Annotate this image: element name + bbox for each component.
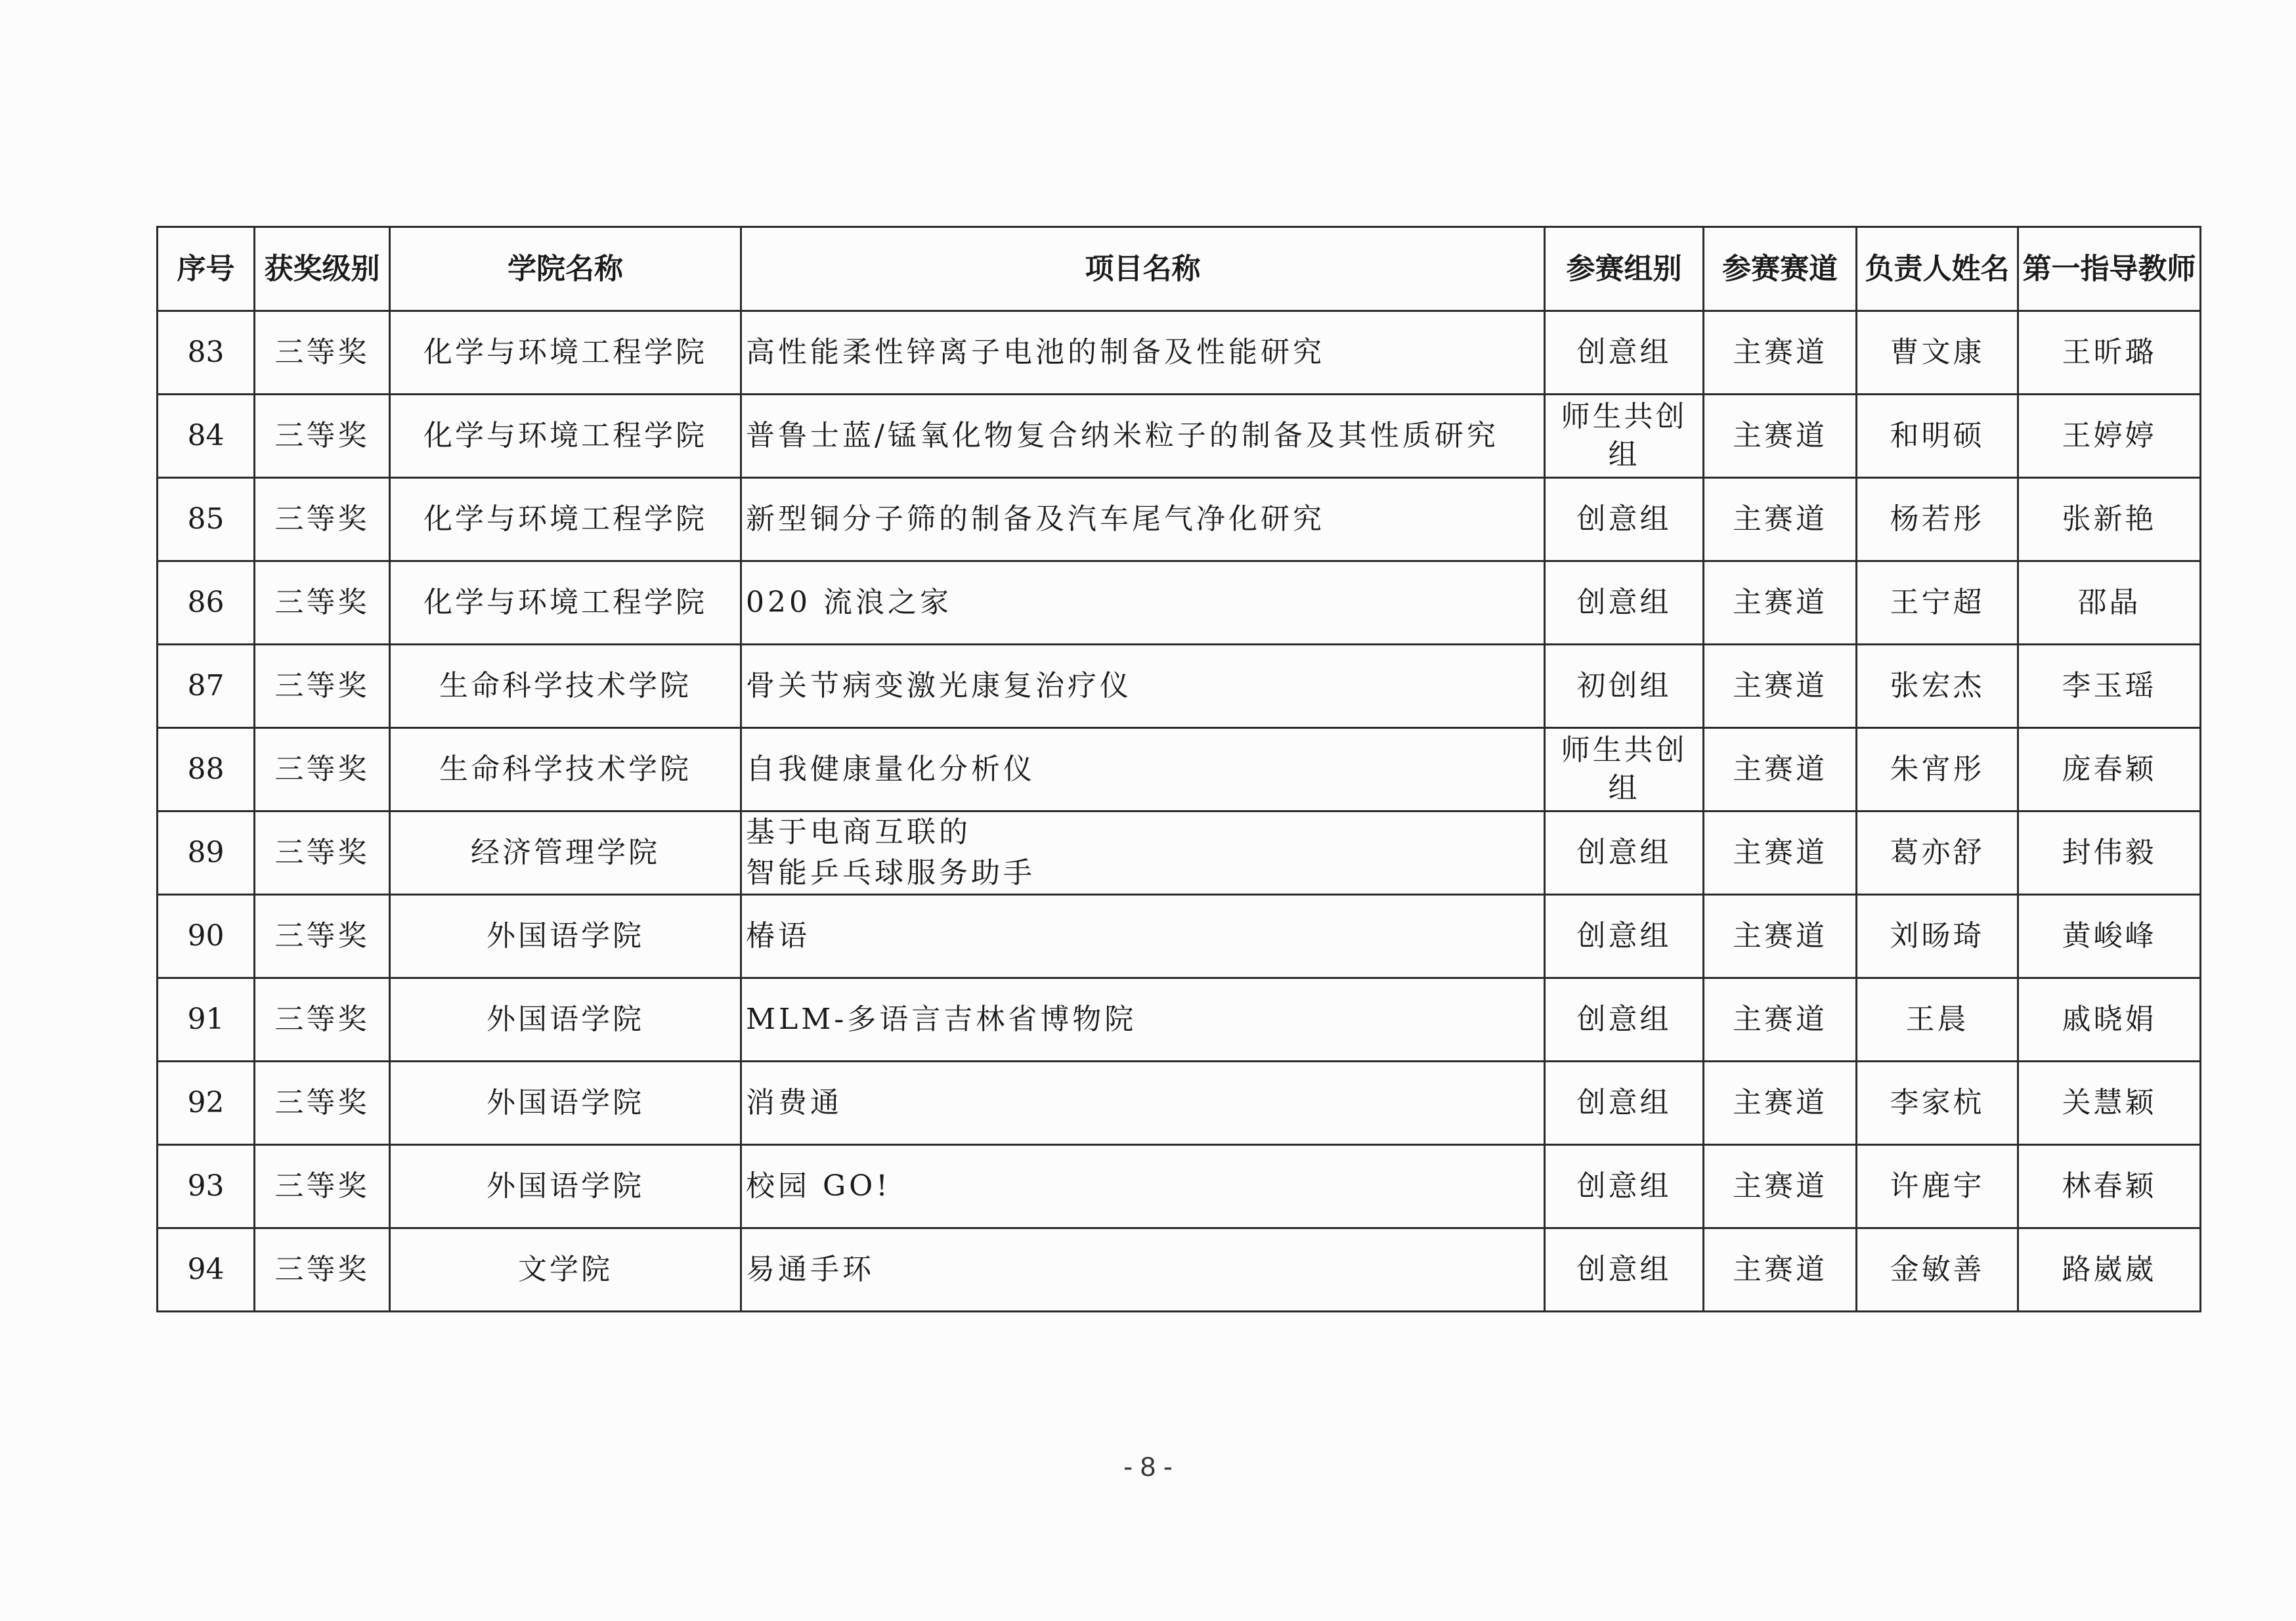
cell-project: 椿语 bbox=[741, 895, 1545, 978]
cell-advisor: 路崴崴 bbox=[2018, 1228, 2201, 1312]
cell-group: 创意组 bbox=[1545, 811, 1704, 895]
cell-no: 84 bbox=[158, 395, 255, 478]
cell-advisor: 王昕璐 bbox=[2018, 311, 2201, 395]
cell-project: 020 流浪之家 bbox=[741, 561, 1545, 645]
cell-track: 主赛道 bbox=[1704, 311, 1857, 395]
cell-track: 主赛道 bbox=[1704, 395, 1857, 478]
cell-project: MLM-多语言吉林省博物院 bbox=[741, 978, 1545, 1062]
table-row bbox=[158, 1062, 2201, 1145]
table-row bbox=[158, 561, 2201, 645]
cell-group: 创意组 bbox=[1545, 1228, 1704, 1312]
cell-level: 三等奖 bbox=[255, 895, 390, 978]
cell-advisor: 戚晓娟 bbox=[2018, 978, 2201, 1062]
cell-level: 三等奖 bbox=[255, 311, 390, 395]
cell-college: 生命科学技术学院 bbox=[390, 645, 741, 728]
cell-advisor: 邵晶 bbox=[2018, 561, 2201, 645]
header-cell-group: 参赛组别 bbox=[1545, 227, 1704, 311]
header-cell-project: 项目名称 bbox=[741, 227, 1545, 311]
table-row bbox=[158, 645, 2201, 728]
cell-level: 三等奖 bbox=[255, 395, 390, 478]
cell-track: 主赛道 bbox=[1704, 561, 1857, 645]
cell-track: 主赛道 bbox=[1704, 1062, 1857, 1145]
cell-leader: 朱宵彤 bbox=[1857, 728, 2018, 811]
cell-project: 新型铜分子筛的制备及汽车尾气净化研究 bbox=[741, 478, 1545, 561]
cell-advisor: 王婷婷 bbox=[2018, 395, 2201, 478]
cell-college: 外国语学院 bbox=[390, 1062, 741, 1145]
cell-project: 普鲁士蓝/锰氧化物复合纳米粒子的制备及其性质研究 bbox=[741, 395, 1545, 478]
cell-track: 主赛道 bbox=[1704, 811, 1857, 895]
cell-track: 主赛道 bbox=[1704, 478, 1857, 561]
header-cell-advisor: 第一指导教师 bbox=[2018, 227, 2201, 311]
cell-track: 主赛道 bbox=[1704, 645, 1857, 728]
cell-leader: 刘旸琦 bbox=[1857, 895, 2018, 978]
cell-track: 主赛道 bbox=[1704, 895, 1857, 978]
table-row bbox=[158, 978, 2201, 1062]
cell-advisor: 关慧颖 bbox=[2018, 1062, 2201, 1145]
cell-group: 初创组 bbox=[1545, 645, 1704, 728]
cell-no: 85 bbox=[158, 478, 255, 561]
header-cell-college: 学院名称 bbox=[390, 227, 741, 311]
cell-level: 三等奖 bbox=[255, 1145, 390, 1228]
cell-no: 83 bbox=[158, 311, 255, 395]
table-header-row bbox=[158, 227, 2201, 311]
cell-project: 自我健康量化分析仪 bbox=[741, 728, 1545, 811]
cell-track: 主赛道 bbox=[1704, 728, 1857, 811]
cell-level: 三等奖 bbox=[255, 1228, 390, 1312]
cell-no: 93 bbox=[158, 1145, 255, 1228]
cell-track: 主赛道 bbox=[1704, 1228, 1857, 1312]
cell-project: 骨关节病变激光康复治疗仪 bbox=[741, 645, 1545, 728]
table-body bbox=[158, 311, 2201, 1312]
cell-group: 创意组 bbox=[1545, 311, 1704, 395]
table-row bbox=[158, 895, 2201, 978]
cell-group: 创意组 bbox=[1545, 561, 1704, 645]
cell-college: 化学与环境工程学院 bbox=[390, 395, 741, 478]
cell-no: 92 bbox=[158, 1062, 255, 1145]
table-row bbox=[158, 1228, 2201, 1312]
table-row bbox=[158, 1145, 2201, 1228]
table-row bbox=[158, 728, 2201, 811]
cell-group: 创意组 bbox=[1545, 1145, 1704, 1228]
cell-level: 三等奖 bbox=[255, 645, 390, 728]
cell-no: 87 bbox=[158, 645, 255, 728]
cell-project: 校园 GO! bbox=[741, 1145, 1545, 1228]
cell-advisor: 张新艳 bbox=[2018, 478, 2201, 561]
table-row bbox=[158, 311, 2201, 395]
cell-no: 94 bbox=[158, 1228, 255, 1312]
cell-leader: 杨若彤 bbox=[1857, 478, 2018, 561]
cell-leader: 王宁超 bbox=[1857, 561, 2018, 645]
cell-college: 外国语学院 bbox=[390, 895, 741, 978]
cell-leader: 李家杭 bbox=[1857, 1062, 2018, 1145]
cell-group: 师生共创组 bbox=[1545, 395, 1704, 478]
header-cell-level: 获奖级别 bbox=[255, 227, 390, 311]
cell-level: 三等奖 bbox=[255, 978, 390, 1062]
table-row bbox=[158, 395, 2201, 478]
cell-group: 创意组 bbox=[1545, 478, 1704, 561]
cell-level: 三等奖 bbox=[255, 811, 390, 895]
cell-group: 创意组 bbox=[1545, 978, 1704, 1062]
cell-no: 86 bbox=[158, 561, 255, 645]
cell-level: 三等奖 bbox=[255, 478, 390, 561]
table-row bbox=[158, 811, 2201, 895]
cell-level: 三等奖 bbox=[255, 561, 390, 645]
cell-project: 基于电商互联的 智能乒乓球服务助手 bbox=[741, 811, 1545, 895]
cell-project: 高性能柔性锌离子电池的制备及性能研究 bbox=[741, 311, 1545, 395]
cell-no: 90 bbox=[158, 895, 255, 978]
cell-leader: 张宏杰 bbox=[1857, 645, 2018, 728]
cell-group: 创意组 bbox=[1545, 895, 1704, 978]
cell-college: 经济管理学院 bbox=[390, 811, 741, 895]
cell-college: 化学与环境工程学院 bbox=[390, 311, 741, 395]
cell-level: 三等奖 bbox=[255, 728, 390, 811]
page-number: - 8 - bbox=[1123, 1451, 1173, 1482]
cell-leader: 金敏善 bbox=[1857, 1228, 2018, 1312]
cell-college: 化学与环境工程学院 bbox=[390, 561, 741, 645]
cell-college: 化学与环境工程学院 bbox=[390, 478, 741, 561]
cell-college: 生命科学技术学院 bbox=[390, 728, 741, 811]
cell-college: 外国语学院 bbox=[390, 1145, 741, 1228]
header-cell-track: 参赛赛道 bbox=[1704, 227, 1857, 311]
cell-track: 主赛道 bbox=[1704, 978, 1857, 1062]
cell-group: 创意组 bbox=[1545, 1062, 1704, 1145]
cell-college: 外国语学院 bbox=[390, 978, 741, 1062]
cell-leader: 曹文康 bbox=[1857, 311, 2018, 395]
cell-project: 消费通 bbox=[741, 1062, 1545, 1145]
cell-advisor: 封伟毅 bbox=[2018, 811, 2201, 895]
cell-project: 易通手环 bbox=[741, 1228, 1545, 1312]
cell-leader: 王晨 bbox=[1857, 978, 2018, 1062]
cell-college: 文学院 bbox=[390, 1228, 741, 1312]
cell-no: 89 bbox=[158, 811, 255, 895]
cell-advisor: 庞春颖 bbox=[2018, 728, 2201, 811]
cell-no: 88 bbox=[158, 728, 255, 811]
cell-no: 91 bbox=[158, 978, 255, 1062]
award-table bbox=[156, 226, 2201, 1312]
cell-group: 师生共创组 bbox=[1545, 728, 1704, 811]
cell-advisor: 黄峻峰 bbox=[2018, 895, 2201, 978]
cell-advisor: 李玉瑶 bbox=[2018, 645, 2201, 728]
cell-advisor: 林春颖 bbox=[2018, 1145, 2201, 1228]
cell-track: 主赛道 bbox=[1704, 1145, 1857, 1228]
table-row bbox=[158, 478, 2201, 561]
header-cell-no: 序号 bbox=[158, 227, 255, 311]
header-cell-leader: 负责人姓名 bbox=[1857, 227, 2018, 311]
cell-leader: 许鹿宇 bbox=[1857, 1145, 2018, 1228]
cell-leader: 和明硕 bbox=[1857, 395, 2018, 478]
cell-leader: 葛亦舒 bbox=[1857, 811, 2018, 895]
cell-level: 三等奖 bbox=[255, 1062, 390, 1145]
